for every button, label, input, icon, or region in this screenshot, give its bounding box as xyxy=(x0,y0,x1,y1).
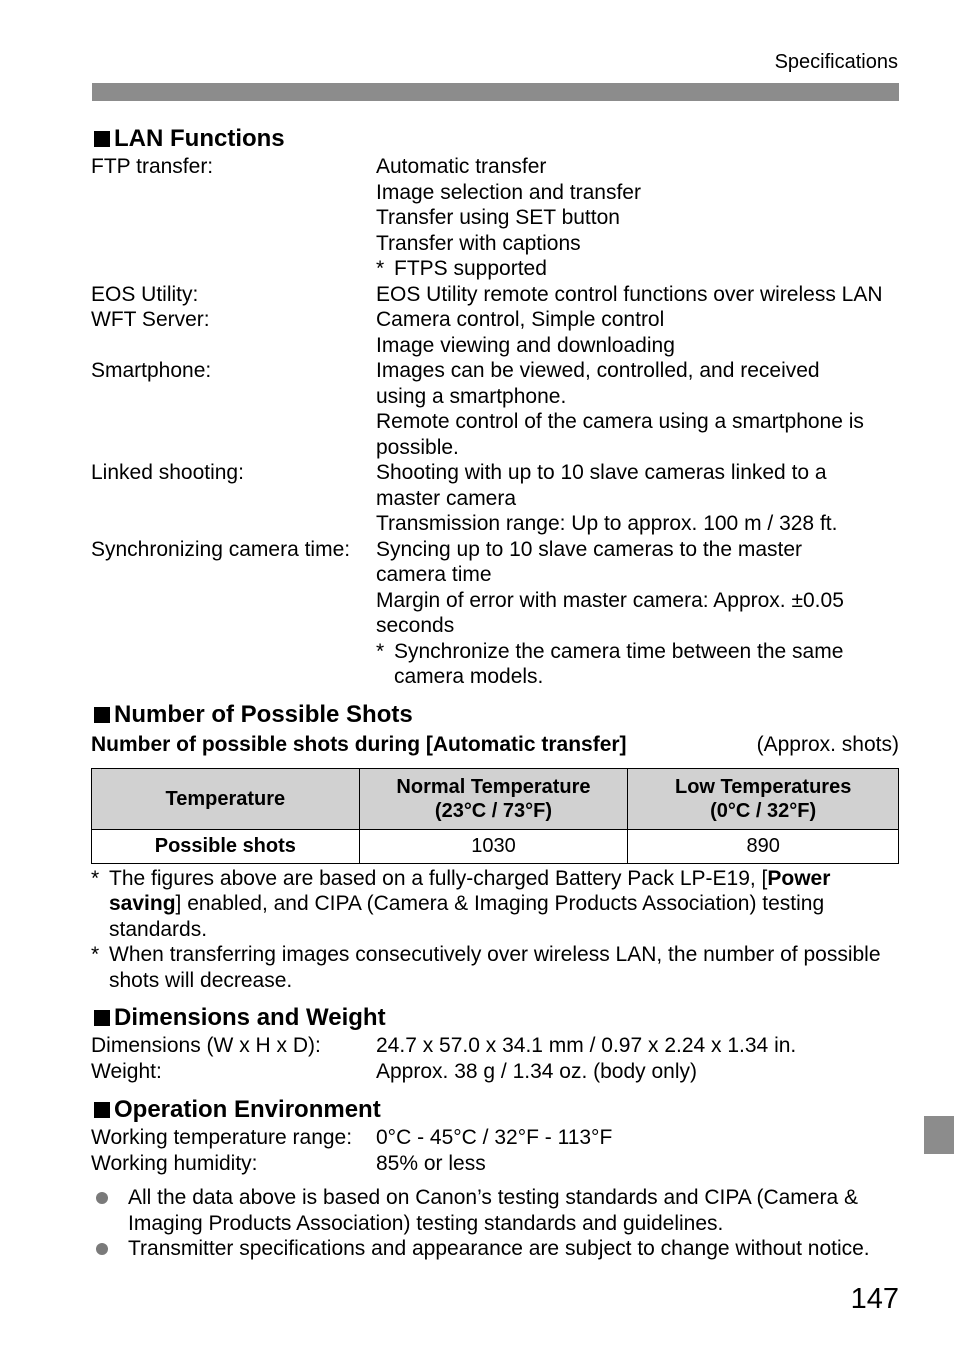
spec-value: 0°C - 45°C / 32°F - 113°F xyxy=(376,1126,613,1149)
square-bullet-icon xyxy=(94,131,110,147)
spec-value xyxy=(376,307,899,358)
header-cell-low-temperatures: Low Temperatures (0°C / 32°F) xyxy=(628,768,899,829)
spec-row-ftp xyxy=(91,154,899,282)
spec-line: Remote control of the camera using a smartphone is xyxy=(376,410,864,433)
spec-line: Camera control, Simple control xyxy=(376,308,665,331)
header-cell-temperature: Temperature xyxy=(92,768,360,829)
spec-label: Weight: xyxy=(91,1059,162,1083)
square-bullet-icon xyxy=(94,1010,110,1026)
spec-line: camera time xyxy=(376,563,492,586)
spec-value: Approx. 38 g / 1.34 oz. (body only) xyxy=(376,1059,698,1083)
spec-note-text: FTPS supported xyxy=(394,257,547,280)
spec-line: using a smartphone. xyxy=(376,384,567,408)
shots-subheading xyxy=(91,732,899,757)
bullet-text: Transmitter specifications and appearance are subject to change without notice. xyxy=(128,1237,870,1260)
note-text: When transferring images consecutively over wireless LAN, the number of possible shots will decrease. xyxy=(109,943,881,992)
possible-shots-table xyxy=(91,768,899,864)
spec-line: EOS Utility remote control functions over wireless LAN xyxy=(376,282,883,306)
spec-note-text: Synchronize the camera time between the same camera models. xyxy=(394,639,844,688)
header-label: Specifications xyxy=(774,51,898,73)
spec-line: Shooting with up to 10 slave cameras linked to a xyxy=(376,461,827,484)
spec-value xyxy=(376,537,899,690)
shots-subtitle: Number of possible shots during [Automatic transfer] xyxy=(91,732,627,756)
spec-row-smartphone xyxy=(91,358,899,460)
spec-row-working-humidity xyxy=(91,1151,899,1177)
environment-heading xyxy=(91,1095,899,1125)
spec-label: Linked shooting: xyxy=(91,461,244,484)
spec-label: FTP transfer: xyxy=(91,155,214,178)
table-cell: 890 xyxy=(628,829,899,863)
lan-functions-heading xyxy=(91,124,899,154)
disclaimer-bullet-2 xyxy=(91,1236,899,1262)
spec-line: Transmission range: Up to approx. 100 m / 328 ft. xyxy=(376,512,838,535)
spec-label: Working humidity: xyxy=(91,1151,258,1175)
page-content xyxy=(91,124,899,1262)
shots-note-1: * The figures above are based on a fully-charged Battery Pack LP-E19, [Power saving] enabled, and CIPA (Camera & Imaging Products Association) testing standards. xyxy=(91,866,831,941)
spec-label: EOS Utility: xyxy=(91,282,199,306)
spec-line: Margin of error with master camera: Approx. ±0.05 xyxy=(376,588,844,612)
spec-line: Automatic transfer xyxy=(376,155,547,178)
spec-row-working-temperature xyxy=(91,1125,899,1151)
spec-row-weight xyxy=(91,1059,899,1085)
shots-unit: (Approx. shots) xyxy=(756,732,899,756)
spec-label: Working temperature range: xyxy=(91,1126,353,1149)
section-title-text: LAN Functions xyxy=(114,125,285,152)
page-number: 147 xyxy=(850,1283,899,1315)
note-bold-text: Power saving xyxy=(109,866,831,915)
spec-value: 85% or less xyxy=(376,1151,486,1175)
disclaimer-bullet-1 xyxy=(91,1185,899,1236)
spec-line: Transfer with captions xyxy=(376,231,581,255)
header-bar xyxy=(92,83,899,101)
spec-label: Dimensions (W x H x D): xyxy=(91,1034,321,1057)
possible-shots-heading xyxy=(91,700,899,730)
header-cell-normal-temperature: Normal Temperature (23°C / 73°F) xyxy=(359,768,628,829)
square-bullet-icon xyxy=(94,707,110,723)
spec-row-wft-server xyxy=(91,307,899,358)
note-text: The figures above are based on a fully-charged Battery Pack LP-E19, [ xyxy=(109,866,768,890)
spec-line: master camera xyxy=(376,486,517,510)
spec-value: 24.7 x 57.0 x 34.1 mm / 0.97 x 2.24 x 1.34 in. xyxy=(376,1034,797,1057)
bullet-dot-icon xyxy=(96,1192,108,1204)
spec-label: Smartphone: xyxy=(91,359,212,382)
spec-value xyxy=(376,460,899,537)
bullet-dot-icon xyxy=(96,1243,108,1255)
side-tab xyxy=(924,1116,954,1154)
dimensions-heading xyxy=(91,1003,899,1033)
section-title-text: Operation Environment xyxy=(114,1096,381,1123)
table-row xyxy=(92,829,899,863)
spec-row-sync-time xyxy=(91,537,899,690)
row-header-cell: Possible shots xyxy=(92,829,360,863)
table-header-row xyxy=(92,768,899,829)
spec-line: Image selection and transfer xyxy=(376,180,641,204)
table-cell: 1030 xyxy=(359,829,628,863)
spec-line: seconds xyxy=(376,614,455,637)
spec-value xyxy=(376,154,899,282)
spec-line: Images can be viewed, controlled, and received xyxy=(376,359,820,382)
spec-line: Image viewing and downloading xyxy=(376,333,675,357)
spec-row-eos-utility xyxy=(91,282,899,308)
spec-label: WFT Server: xyxy=(91,308,210,331)
spec-label: Synchronizing camera time: xyxy=(91,537,351,561)
spec-value xyxy=(376,358,899,460)
spec-row-linked-shooting xyxy=(91,460,899,537)
spec-line: Transfer using SET button xyxy=(376,206,620,229)
bullet-text: All the data above is based on Canon’s testing standards and CIPA (Camera & Imaging Products Association) testing standards and guidelines. xyxy=(128,1186,858,1235)
spec-note: * Synchronize the camera time between the same camera models. xyxy=(376,639,899,690)
section-title-text: Number of Possible Shots xyxy=(114,700,413,728)
section-title-text: Dimensions and Weight xyxy=(114,1004,386,1031)
shots-note-2: * When transferring images consecutively over wireless LAN, the number of possible shots will decrease. xyxy=(91,942,899,993)
spec-line: Syncing up to 10 slave cameras to the master xyxy=(376,537,803,561)
spec-line: possible. xyxy=(376,435,459,459)
note-text: ] enabled, and CIPA (Camera & Imaging Products Association) testing standards. xyxy=(109,892,825,941)
spec-row-dimensions xyxy=(91,1033,899,1059)
spec-note: * FTPS supported xyxy=(376,257,547,280)
square-bullet-icon xyxy=(94,1102,110,1118)
spec-value xyxy=(376,282,899,308)
